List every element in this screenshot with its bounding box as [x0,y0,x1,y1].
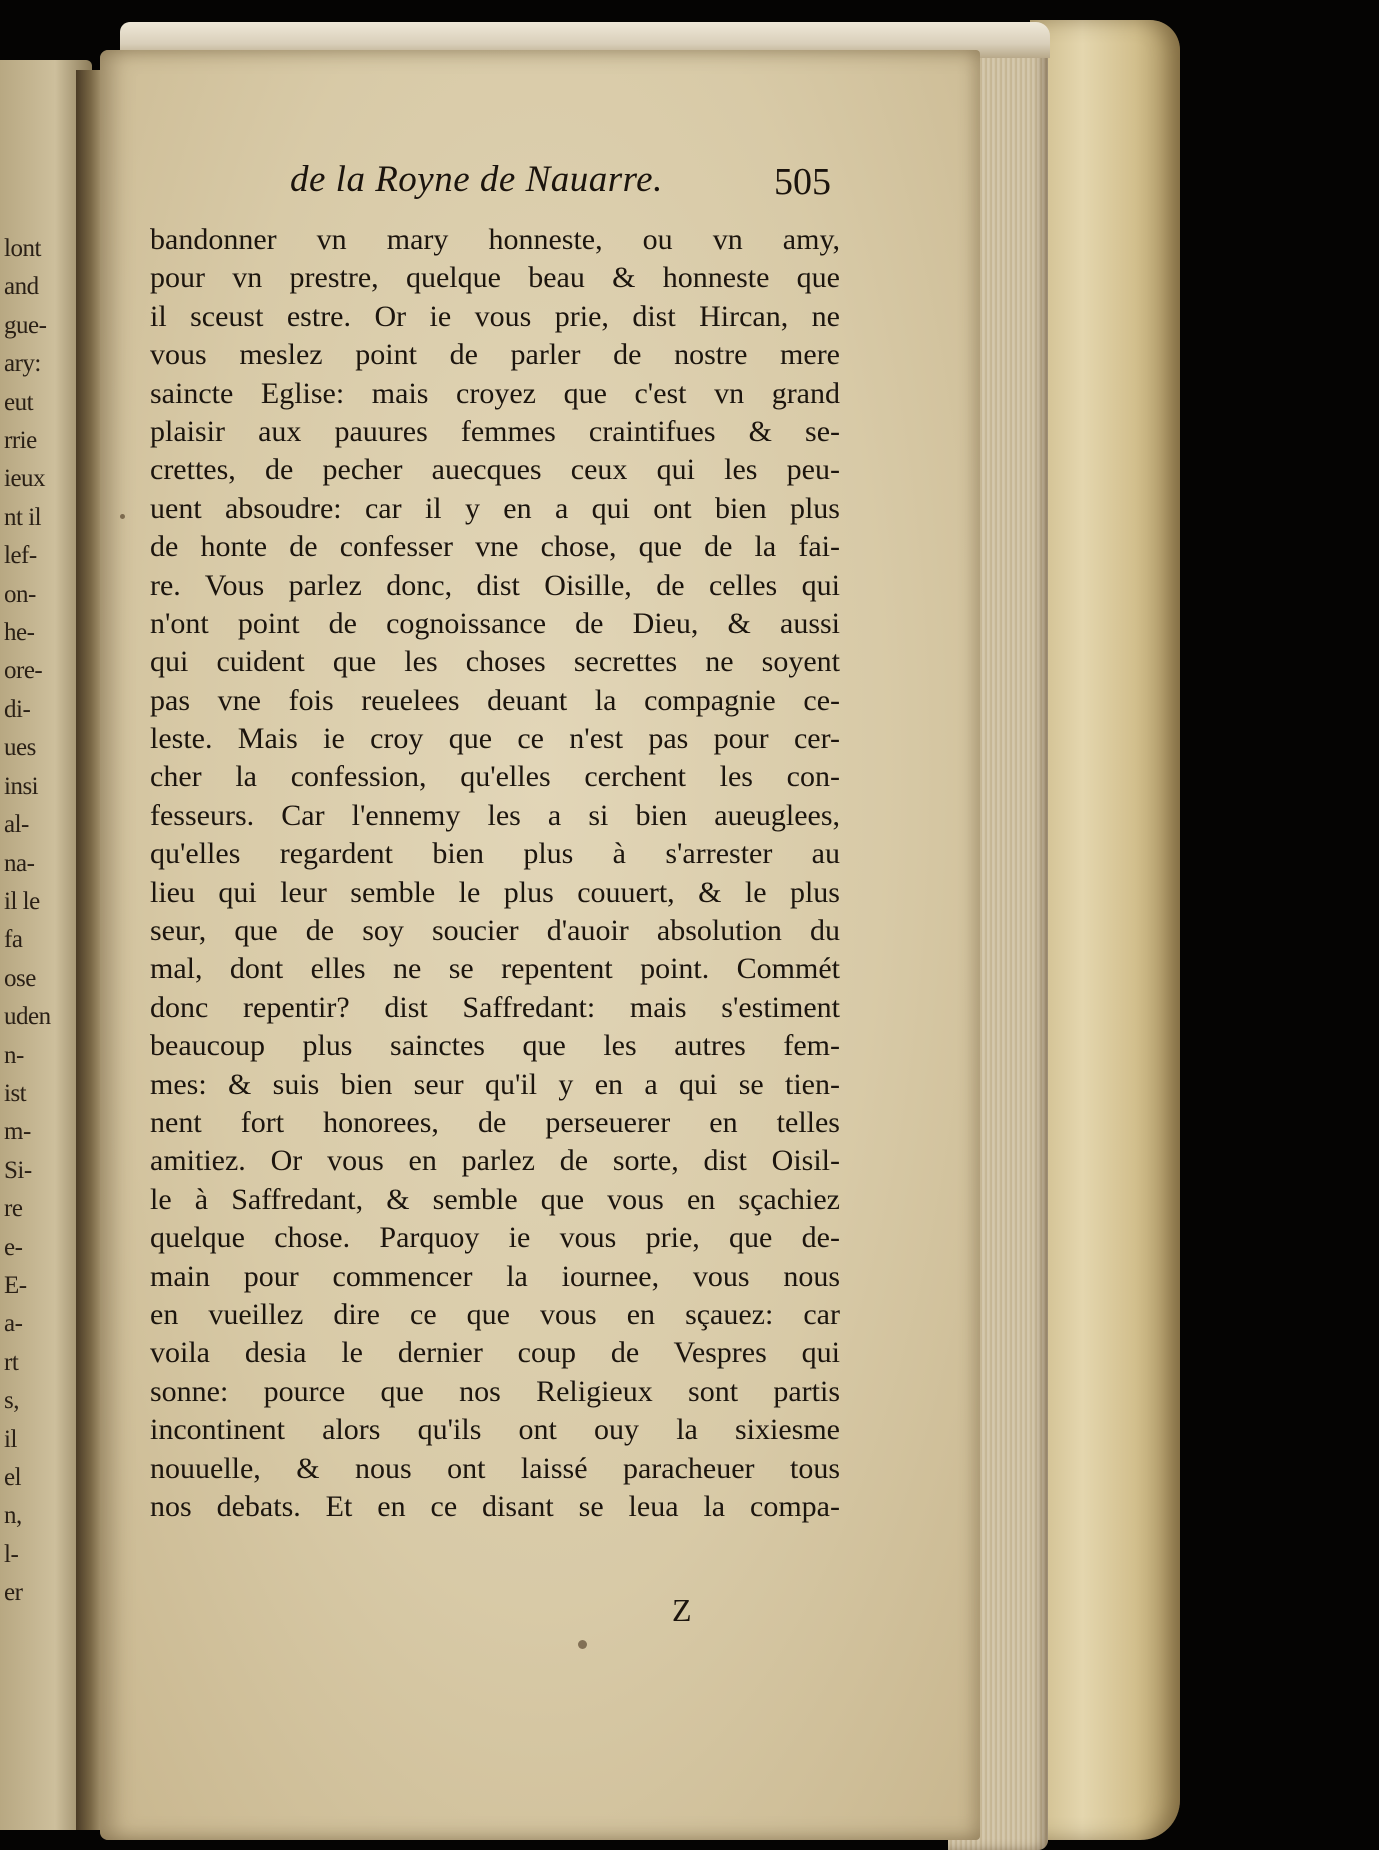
facing-page-line-fragment: l- [4,1540,19,1568]
facing-page-line-fragment: re [4,1195,23,1223]
text-line: beaucoup plus sainctes que les autres fem- [150,1029,840,1063]
facing-page-line-fragment: uden [4,1003,51,1031]
body-text [150,221,850,1526]
facing-page-line-fragment: n, [4,1502,22,1530]
ink-spot [578,1640,587,1649]
text-line: nent fort honorees, de perseuerer en telles [150,1105,840,1139]
facing-page-line-fragment: ist [4,1079,27,1107]
facing-page-line-fragment: er [4,1579,23,1607]
text-line: qui cuident que les choses secrettes ne soyent [150,645,840,679]
text-line: bandonner vn mary honneste, ou vn amy, [150,223,840,256]
text-line: voila desia le dernier coup de Vespres qui [150,1336,840,1370]
facing-page-line-fragment: lont [4,235,41,262]
text-line: pour vn prestre, quelque beau & honneste que [150,261,840,295]
text-line: quelque chose. Parquoy ie vous prie, que de- [150,1221,840,1255]
text-line: crettes, de pecher auecques ceux qui les peu- [150,453,840,487]
facing-page-line-fragment: e- [4,1233,23,1261]
facing-page-line-fragment: lef- [4,542,37,570]
facing-page-line-fragment: di- [4,695,31,723]
text-line: qu'elles regardent bien plus à s'arrester au [150,837,840,871]
text-line: cher la confession, qu'elles cerchent les con- [150,760,840,794]
text-line: saincte Eglise: mais croyez que c'est vn grand [150,376,840,410]
text-line: mal, dont elles ne se repentent point. Commét [150,952,840,986]
facing-page-line-fragment: na- [4,849,35,877]
facing-page-line-fragment: ose [4,964,36,992]
text-line: seur, que de soy soucier d'auoir absolution du [150,914,840,948]
text-line: fesseurs. Car l'ennemy les a si bien aueuglees, [150,798,840,832]
facing-page-line-fragment: n- [4,1041,24,1069]
facing-page-line-fragment: insi [4,772,39,800]
facing-page-line-fragment: ary: [4,350,41,378]
facing-page-line-fragment: al- [4,811,29,839]
text-line: mes: & suis bien seur qu'il y en a qui se tien- [150,1067,840,1101]
facing-page-line-fragment: nt il [4,503,42,531]
vellum-cover [1030,20,1180,1840]
facing-page-line-fragment: ore- [4,657,43,685]
facing-page-line-fragment: s, [4,1387,19,1415]
page-number: 505 [774,161,831,203]
running-head-title: de la Royne de Nauarre. [290,159,663,200]
text-line: en vueillez dire ce que vous en sçauez: car [150,1297,840,1331]
text-line: incontinent alors qu'ils ont ouy la sixiesme [150,1413,840,1447]
text-line: re. Vous parlez donc, dist Oisille, de celles qui [150,568,840,602]
text-line: main pour commencer la iournee, vous nous [150,1259,840,1293]
facing-page-line-fragment: Si- [4,1156,32,1184]
text-line: amitiez. Or vous en parlez de sorte, dist Oisil- [150,1144,840,1178]
ink-spot [120,514,125,519]
facing-page-line-fragment: and [4,273,39,301]
text-line: de honte de confesser vne chose, que de la fai- [150,530,840,564]
text-line: uent absoudre: car il y en a qui ont bien plus [150,491,840,525]
text-line: il sceust estre. Or ie vous prie, dist Hircan, ne [150,299,840,333]
text-line: n'ont point de cognoissance de Dieu, & aussi [150,606,840,640]
facing-page-line-fragment: a- [4,1310,23,1338]
text-line: lieu qui leur semble le plus couuert, & le plus [150,875,840,909]
facing-page-line-fragment: ues [4,734,36,762]
text-line: plaisir aux pauures femmes craintifues & se- [150,414,840,448]
facing-page-line-fragment: m- [4,1118,31,1146]
text-line: vous meslez point de parler de nostre mere [150,338,840,372]
facing-page-line-fragment: rt [4,1348,19,1376]
facing-page-line-fragment: el [4,1464,22,1491]
text-line: nouuelle, & nous ont laissé paracheuer tous [150,1451,840,1485]
text-line: leste. Mais ie croy que ce n'est pas pour cer- [150,722,840,756]
facing-page-line-fragment: on- [4,580,36,608]
text-line: pas vne fois reuelees deuant la compagnie ce- [150,683,840,717]
facing-page-line-fragment: he- [4,619,35,647]
text-line: le à Saffredant, & semble que vous en sçachiez [150,1182,840,1216]
signature-mark: Z [672,1592,692,1628]
facing-page-line-fragment: il le [4,887,40,915]
facing-page-line-fragment: gue- [4,311,47,339]
text-line: nos debats. Et en ce disant se leua la compa- [150,1489,840,1523]
facing-page-line-fragment: ieux [4,465,46,493]
facing-page-line-fragment: E- [4,1271,27,1299]
text-line: sonne: pource que nos Religieux sont partis [150,1374,840,1408]
facing-page-line-fragment: il [4,1425,17,1453]
facing-page-line-fragment: eut [4,388,34,416]
facing-page-line-fragment: fa [4,926,23,954]
facing-page-line-fragment: rrie [4,427,37,455]
text-line: donc repentir? dist Saffredant: mais s'estiment [150,990,840,1024]
